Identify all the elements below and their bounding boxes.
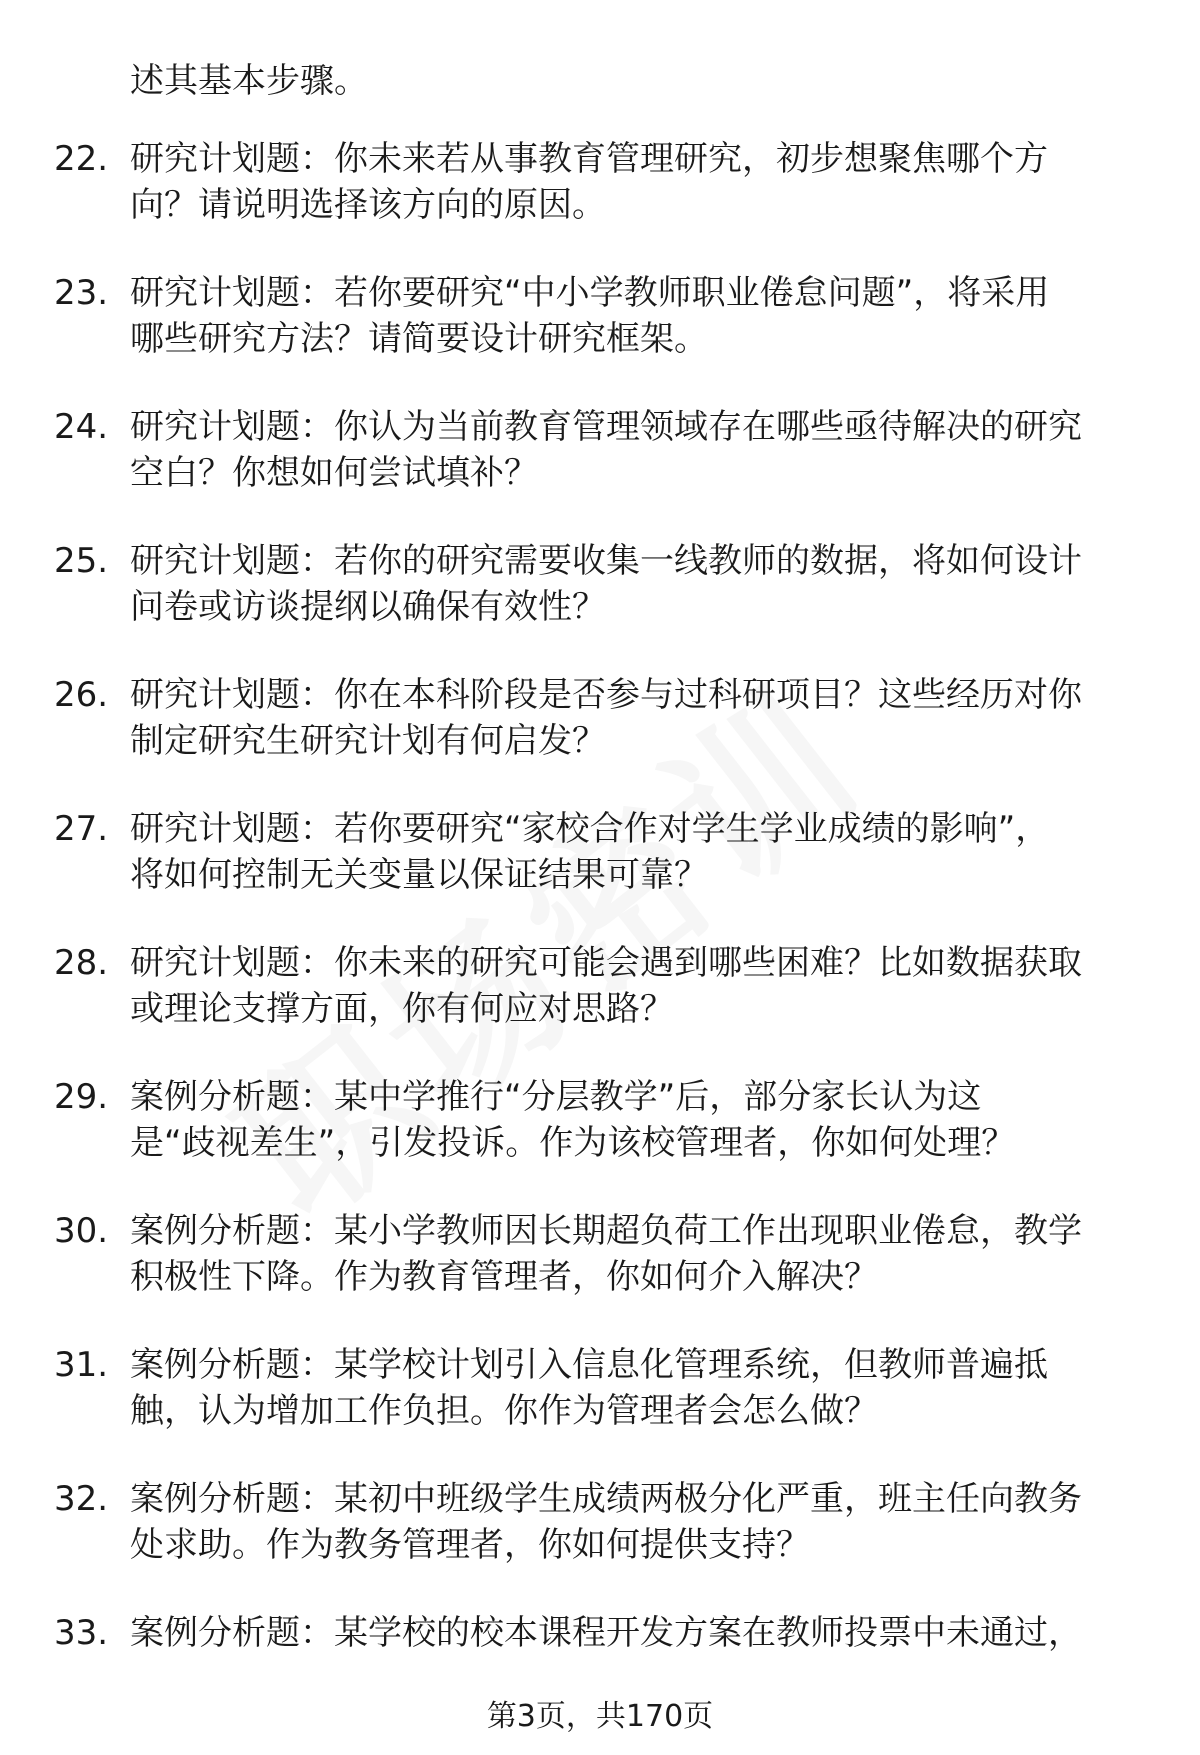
question-text-line: 积极性下降。作为教育管理者，你如何介入解决？ [130,1257,878,1297]
question-text-line: 处求助。作为教务管理者，你如何提供支持？ [130,1525,810,1565]
question-number: 28. [54,943,109,983]
question-text-line: 研究计划题：若你的研究需要收集一线教师的数据，将如何设计 [130,541,1082,581]
question-number: 31. [54,1345,109,1385]
question-text-line: 将如何控制无关变量以保证结果可靠？ [130,855,708,895]
question-item [0,136,1200,228]
question-number: 26. [54,675,109,715]
question-text-line: 研究计划题：你在本科阶段是否参与过科研项目？这些经历对你 [130,675,1082,715]
question-text-line: 研究计划题：你认为当前教育管理领域存在哪些亟待解决的研究 [130,407,1082,447]
question-number: 32. [54,1479,109,1519]
question-text-line: 研究计划题：你未来的研究可能会遇到哪些困难？比如数据获取 [130,943,1082,983]
question-item [0,270,1200,362]
question-text-line: 向？请说明选择该方向的原因。 [130,185,606,225]
question-number: 25. [54,541,109,581]
question-item [0,1476,1200,1568]
question-text-line: 研究计划题：你未来若从事教育管理研究，初步想聚焦哪个方 [130,139,1048,179]
question-number: 23. [54,273,109,313]
question-number: 30. [54,1211,109,1251]
question-text-line: 制定研究生研究计划有何启发？ [130,721,606,761]
question-text-line: 触，认为增加工作负担。你作为管理者会怎么做？ [130,1391,878,1431]
question-item [0,538,1200,630]
question-item [0,1208,1200,1300]
question-number: 33. [54,1613,109,1653]
question-number: 22. [54,139,109,179]
question-text-line: 案例分析题：某中学推行“分层教学”后，部分家长认为这 [130,1077,982,1117]
question-item [0,940,1200,1032]
question-text-line: 案例分析题：某学校的校本课程开发方案在教师投票中未通过， [130,1613,1082,1653]
question-text-line: 是“歧视差生”，引发投诉。作为该校管理者，你如何处理？ [130,1123,1016,1163]
question-text-line: 哪些研究方法？请简要设计研究框架。 [130,319,708,359]
question-item [0,1342,1200,1434]
question-text-line: 或理论支撑方面，你有何应对思路？ [130,989,674,1029]
question-item [0,672,1200,764]
question-number: 29. [54,1077,109,1117]
page-footer: 第3页，共170页 [486,1699,714,1734]
continuation-text: 述其基本步骤。 [130,61,368,101]
question-text-line: 案例分析题：某小学教师因长期超负荷工作出现职业倦怠，教学 [130,1211,1082,1251]
question-item [0,1074,1200,1166]
question-text-line: 案例分析题：某学校计划引入信息化管理系统，但教师普遍抵 [130,1345,1048,1385]
question-text-line: 研究计划题：若你要研究“家校合作对学生学业成绩的影响”， [130,809,1050,849]
question-number: 27. [54,809,109,849]
question-item [0,1610,1200,1702]
question-item [0,404,1200,496]
question-text-line: 案例分析题：某初中班级学生成绩两极分化严重，班主任向教务 [130,1479,1082,1519]
question-item [0,806,1200,898]
question-text-line: 研究计划题：若你要研究“中小学教师职业倦怠问题”，将采用 [130,273,1050,313]
question-number: 24. [54,407,109,447]
question-text-line: 空白？你想如何尝试填补？ [130,453,538,493]
question-list [0,136,1200,1744]
question-text-line: 问卷或访谈提纲以确保有效性？ [130,587,606,627]
